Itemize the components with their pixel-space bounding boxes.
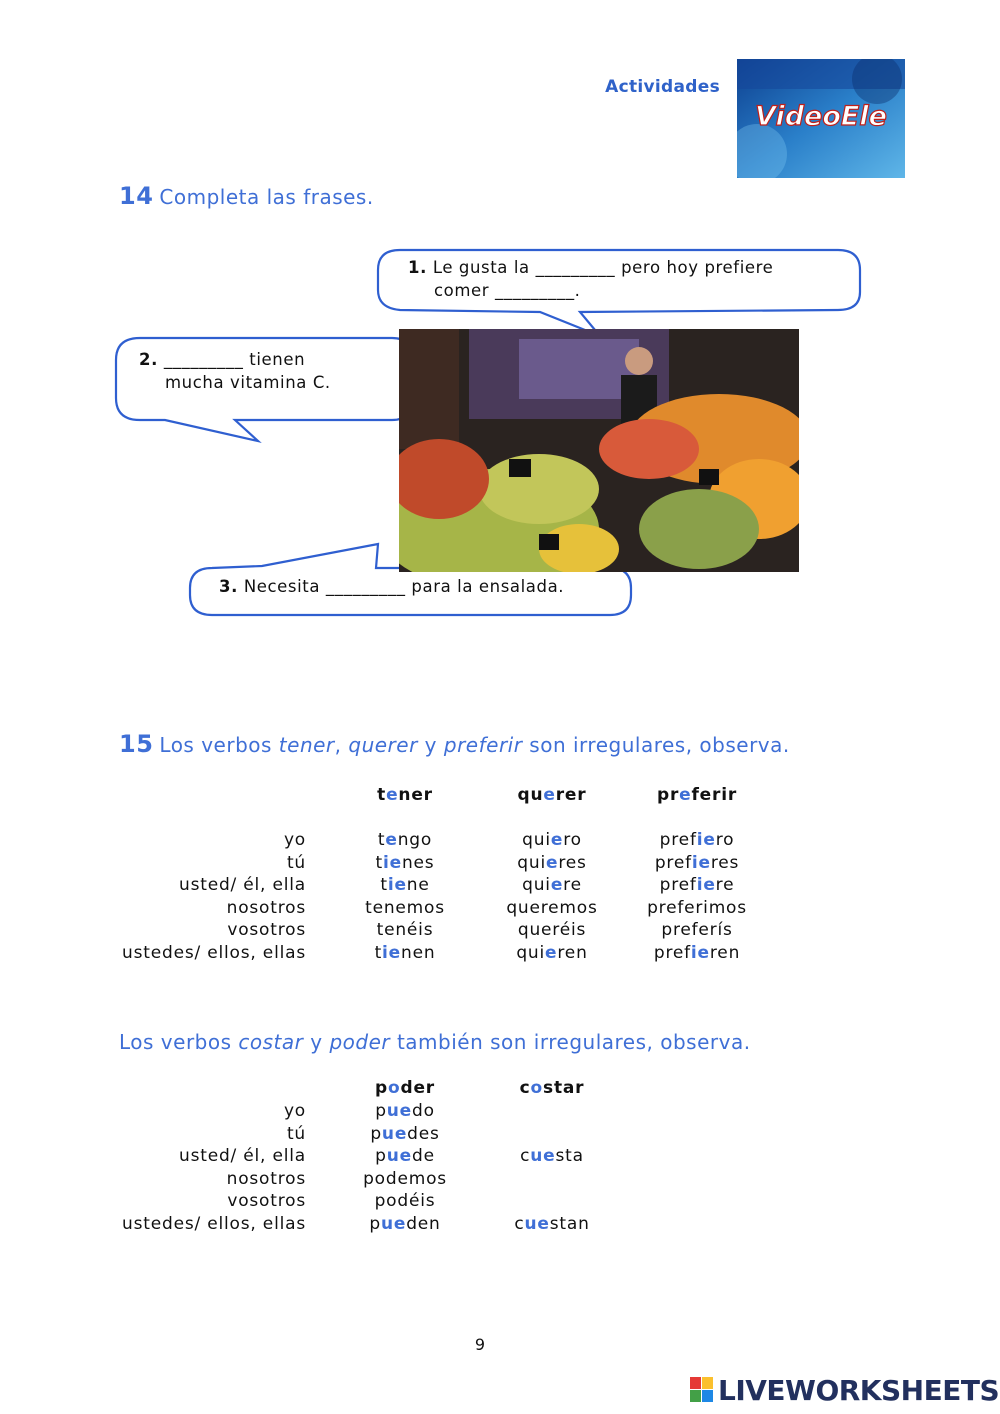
stem: c bbox=[519, 1078, 531, 1098]
costar-forms bbox=[492, 1100, 612, 1235]
ending: ren bbox=[709, 942, 741, 963]
header-querer bbox=[492, 784, 612, 807]
title-text: también son irregulares, observa. bbox=[390, 1030, 751, 1054]
pronoun: yo bbox=[283, 830, 306, 850]
verb-form bbox=[492, 1213, 612, 1236]
title-text: son irregulares, observa. bbox=[522, 733, 790, 757]
verb-form bbox=[345, 1190, 465, 1213]
verb-form bbox=[345, 942, 465, 965]
verb-form bbox=[345, 874, 465, 897]
liveworksheets-wordmark: LIVEWORKSHEETS bbox=[718, 1373, 1000, 1407]
vowel: o bbox=[388, 1078, 401, 1098]
pronoun-column bbox=[120, 1100, 306, 1235]
pronoun: yo bbox=[283, 1101, 306, 1121]
pronoun: tú bbox=[286, 1123, 306, 1144]
vowel: ue bbox=[386, 1101, 413, 1121]
svg-text:VideoEle: VideoEle bbox=[755, 101, 887, 132]
vowel: ue bbox=[380, 1213, 407, 1234]
vowel: e bbox=[386, 785, 399, 805]
stem: p bbox=[375, 1146, 387, 1166]
vowel: e bbox=[543, 785, 556, 805]
ending: re bbox=[563, 875, 582, 895]
verb-form bbox=[637, 874, 757, 897]
ending: ro bbox=[715, 830, 735, 850]
stem: p bbox=[370, 1123, 382, 1144]
verb-form bbox=[492, 942, 612, 965]
pronoun-column bbox=[120, 829, 306, 964]
verb-form bbox=[345, 919, 465, 942]
ending: ngo bbox=[397, 830, 433, 850]
tener-forms bbox=[345, 829, 465, 964]
title-text: y bbox=[303, 1030, 330, 1054]
vowel: ie bbox=[690, 942, 710, 963]
preferir-forms bbox=[637, 829, 757, 964]
vowel: e bbox=[545, 942, 558, 963]
ending: des bbox=[407, 1123, 440, 1144]
ending: de bbox=[411, 1146, 435, 1166]
ending: ner bbox=[398, 785, 433, 805]
ending: re bbox=[715, 875, 735, 895]
title-verb: tener bbox=[278, 733, 335, 757]
vowel: e bbox=[550, 875, 564, 895]
page-number: 9 bbox=[474, 1335, 486, 1354]
stem: c bbox=[514, 1213, 525, 1234]
title-verb: poder bbox=[329, 1030, 391, 1054]
bubble-1-line2: comer _________. bbox=[434, 281, 581, 300]
title-text: , bbox=[334, 733, 349, 757]
exercise-15b-title bbox=[119, 1030, 899, 1054]
querer-forms bbox=[492, 829, 612, 964]
ending: res bbox=[558, 852, 587, 873]
vowel: ue bbox=[386, 1146, 412, 1166]
bubble-2-line2: mucha vitamina C. bbox=[165, 373, 331, 392]
vowel: ue bbox=[524, 1213, 550, 1234]
stem: p bbox=[375, 1078, 388, 1098]
vowel: ie bbox=[691, 852, 711, 873]
verb-form bbox=[492, 919, 612, 942]
stem: queréis bbox=[517, 920, 587, 940]
ending: ne bbox=[406, 875, 430, 895]
bubble-1-text bbox=[408, 256, 848, 302]
poder-forms bbox=[345, 1100, 465, 1235]
stem: t bbox=[377, 830, 386, 850]
title-verb: preferir bbox=[443, 733, 523, 757]
pronoun: usted/ él, ella bbox=[179, 1146, 306, 1166]
bubble-3-number: 3. bbox=[219, 577, 238, 596]
stem: pref bbox=[654, 852, 692, 873]
ending: den bbox=[406, 1213, 441, 1234]
vowel: ue bbox=[381, 1123, 408, 1144]
stem: qui bbox=[522, 830, 551, 850]
vowel: ue bbox=[530, 1146, 556, 1166]
title-text: y bbox=[417, 733, 444, 757]
vowel: e bbox=[550, 830, 564, 850]
header-poder bbox=[345, 1077, 465, 1100]
pronoun: ustedes/ ellos, ellas bbox=[122, 1213, 306, 1234]
bubble-1-line1: Le gusta la _________ pero hoy prefiere bbox=[432, 258, 774, 277]
exercise-instruction: Completa las frases. bbox=[159, 185, 374, 209]
stem: pref bbox=[659, 875, 697, 895]
verb-form bbox=[345, 1168, 465, 1191]
ending: sta bbox=[555, 1146, 584, 1166]
verb-form bbox=[492, 1123, 612, 1146]
bubble-3-text bbox=[219, 575, 619, 598]
verb-form bbox=[345, 897, 465, 920]
stem: p bbox=[369, 1213, 381, 1234]
stem: t bbox=[374, 942, 383, 963]
stem: pref bbox=[659, 830, 697, 850]
verb-form bbox=[637, 829, 757, 852]
stem: qu bbox=[517, 785, 544, 805]
stem: c bbox=[520, 1146, 531, 1166]
verb-form bbox=[492, 1145, 612, 1168]
stem: preferís bbox=[661, 920, 733, 940]
bubble-2-text bbox=[139, 348, 399, 394]
ending: res bbox=[710, 852, 740, 873]
ending: nes bbox=[401, 852, 435, 873]
stem: qui bbox=[522, 875, 551, 895]
exercise-number: 14 bbox=[119, 182, 154, 210]
liveworksheets-logo[interactable] bbox=[690, 1374, 999, 1406]
ending: nen bbox=[401, 942, 436, 963]
verb-form bbox=[345, 1213, 465, 1236]
vowel: e bbox=[546, 852, 559, 873]
stem: pref bbox=[653, 942, 691, 963]
stem: qui bbox=[516, 942, 546, 963]
stem: podéis bbox=[374, 1191, 436, 1211]
stem: podemos bbox=[363, 1168, 447, 1189]
ending: ferir bbox=[691, 785, 738, 805]
pronoun: vosotros bbox=[227, 920, 306, 940]
verb-form bbox=[345, 1100, 465, 1123]
pronoun: tú bbox=[286, 852, 306, 873]
title-text: Los verbos bbox=[159, 733, 279, 757]
pronoun: nosotros bbox=[226, 1168, 306, 1189]
header-preferir bbox=[637, 784, 757, 807]
activities-label: Actividades bbox=[605, 77, 720, 97]
title-verb: costar bbox=[238, 1030, 304, 1054]
ending: der bbox=[400, 1078, 435, 1098]
stem: pr bbox=[656, 785, 680, 805]
verb-form bbox=[492, 1100, 612, 1123]
stem: t bbox=[377, 785, 387, 805]
stem: tenemos bbox=[365, 897, 445, 918]
stem: t bbox=[375, 852, 383, 873]
bubble-3-line1: Necesita _________ para la ensalada. bbox=[243, 577, 565, 596]
market-photo bbox=[399, 329, 799, 572]
ending: rer bbox=[555, 785, 587, 805]
verb-form bbox=[345, 1145, 465, 1168]
verb-form bbox=[637, 852, 757, 875]
vowel: ie bbox=[383, 852, 402, 873]
stem: queremos bbox=[506, 897, 598, 918]
vowel: ie bbox=[382, 942, 401, 963]
ending: stan bbox=[549, 1213, 590, 1234]
verb-form bbox=[492, 874, 612, 897]
stem: tenéis bbox=[376, 920, 434, 940]
pronoun: vosotros bbox=[227, 1191, 306, 1211]
verb-form bbox=[492, 897, 612, 920]
exercise-15-title bbox=[119, 730, 899, 758]
ending: star bbox=[543, 1078, 585, 1098]
vowel: e bbox=[679, 785, 692, 805]
stem: preferimos bbox=[647, 897, 747, 918]
verb-form bbox=[492, 1168, 612, 1191]
verb-form bbox=[345, 852, 465, 875]
vowel: ie bbox=[696, 875, 716, 895]
bubble-1-number: 1. bbox=[408, 258, 427, 277]
verb-form bbox=[492, 1190, 612, 1213]
ending: do bbox=[412, 1101, 435, 1121]
vowel: ie bbox=[696, 830, 716, 850]
verb-form bbox=[345, 1123, 465, 1146]
stem: t bbox=[380, 875, 388, 895]
pronoun: usted/ él, ella bbox=[179, 875, 306, 895]
pronoun: ustedes/ ellos, ellas bbox=[122, 942, 306, 963]
verb-form bbox=[637, 919, 757, 942]
exercise-number: 15 bbox=[119, 730, 154, 758]
verb-form bbox=[637, 942, 757, 965]
vowel: o bbox=[530, 1078, 544, 1098]
title-text: Los verbos bbox=[119, 1030, 239, 1054]
stem: p bbox=[375, 1101, 387, 1121]
verb-form bbox=[492, 852, 612, 875]
vowel: ie bbox=[387, 875, 407, 895]
header-tener bbox=[345, 784, 465, 807]
title-verb: querer bbox=[348, 733, 418, 757]
verb-form bbox=[637, 897, 757, 920]
vowel: e bbox=[385, 830, 398, 850]
liveworksheets-badge-icon bbox=[690, 1377, 714, 1403]
bubble-2-number: 2. bbox=[139, 350, 158, 369]
verb-form bbox=[345, 829, 465, 852]
ending: ro bbox=[563, 830, 582, 850]
bubble-2-line1: _________ tienen bbox=[163, 350, 306, 369]
verb-form bbox=[492, 829, 612, 852]
header-costar bbox=[492, 1077, 612, 1100]
pronoun: nosotros bbox=[226, 897, 306, 918]
ending: ren bbox=[557, 942, 588, 963]
stem: qui bbox=[517, 852, 546, 873]
